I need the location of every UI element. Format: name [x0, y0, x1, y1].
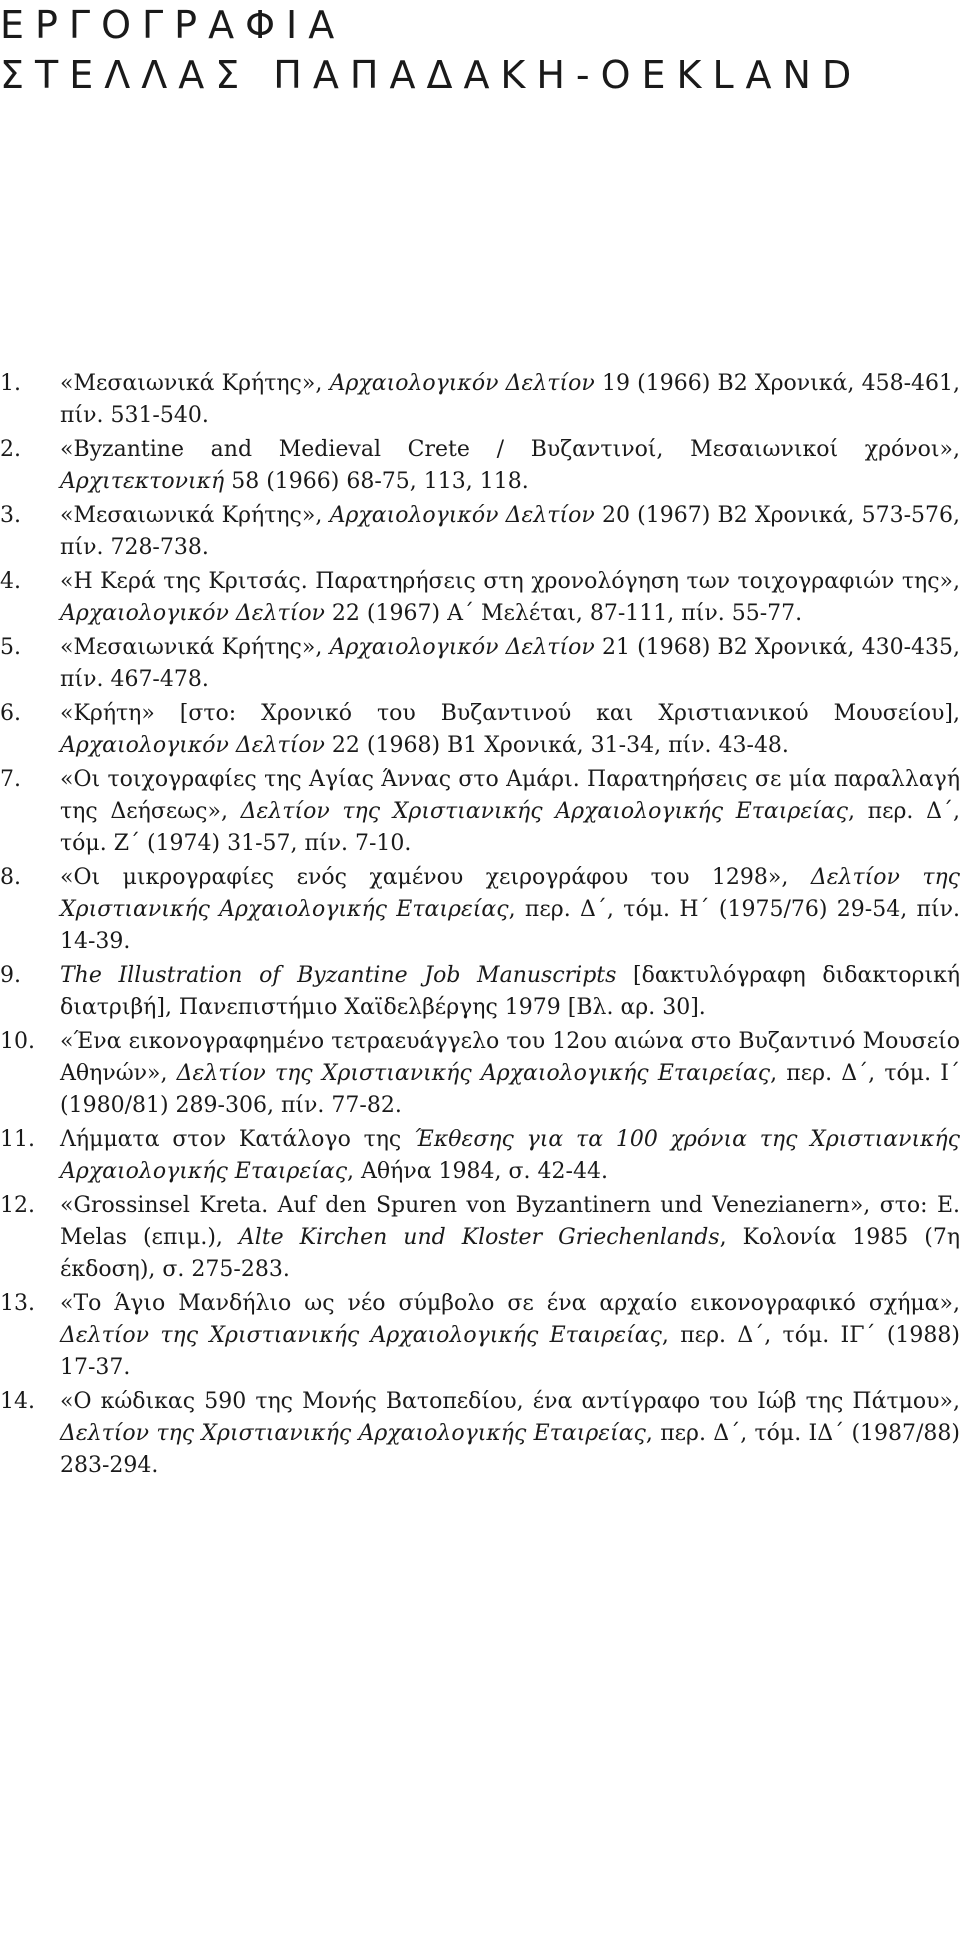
entry-italic-title: Δελτίον της Χριστιανικής Αρχαιολογικής Εταιρείας [60, 1323, 662, 1348]
entry-text-segment: , Αθήνα 1984, σ. 42-44. [347, 1159, 608, 1184]
entry-number: 9. [0, 963, 21, 988]
bibliography-entry [0, 500, 960, 564]
entry-italic-title: Αρχαιολογικόν Δελτίον [329, 371, 595, 396]
entry-text [60, 1029, 960, 1118]
entry-italic-title: The Illustration of Byzantine Job Manuscripts [60, 963, 617, 988]
entry-number: 13. [0, 1291, 35, 1316]
entry-italic-title: Έκθεσης για τα 100 χρόνια της Χριστιανικής Αρχαιολογικής Εταιρείας [60, 1127, 960, 1184]
entry-number: 2. [0, 437, 21, 462]
entry-number: 1. [0, 371, 21, 396]
bibliography-entry [0, 698, 960, 762]
entry-text [60, 503, 960, 560]
bibliography-entry [0, 764, 960, 860]
bibliography-entry [0, 1190, 960, 1286]
entry-italic-title: Δελτίον της Χριστιανικής Αρχαιολογικής Εταιρείας [60, 865, 960, 922]
entry-text-segment: 22 (1967) Α΄ Μελέται, 87-111, πίν. 55-77. [324, 601, 803, 626]
entry-text-segment: [δακτυλόγραφη διδακτορική διατριβή], Πανεπιστήμιο Χαϊδελβέργης 1979 [Βλ. αρ. 30]. [60, 963, 960, 1020]
entry-number: 14. [0, 1389, 35, 1414]
entry-text-segment: 20 (1967) Β2 Χρονικά, 573-576, πίν. 728-738. [60, 503, 960, 560]
entry-number: 10. [0, 1029, 35, 1054]
entry-text-segment: «Ένα εικονογραφημένο τετραευάγγελο του 12ου αιώνα στο Βυζαντινό Μουσείο Αθηνών», [60, 1029, 960, 1086]
entry-text [60, 767, 960, 856]
entry-text-segment: , Κολονία 1985 (7η έκδοση), σ. 275-283. [60, 1225, 960, 1282]
bibliography-entry [0, 434, 960, 498]
bibliography-entry [0, 1386, 960, 1482]
entry-text [60, 1291, 960, 1380]
entry-number: 3. [0, 503, 21, 528]
entry-italic-title: Δελτίον της Χριστιανικής Αρχαιολογικής Εταιρείας [176, 1061, 771, 1086]
entry-italic-title: Αρχαιολογικόν Δελτίον [60, 601, 325, 626]
entry-italic-title: Αρχαιολογικόν Δελτίον [60, 733, 325, 758]
entry-text-segment: «Ο κώδικας 590 της Μονής Βατοπεδίου, ένα αντίγραφο του Ιώβ της Πάτμου», [60, 1389, 960, 1414]
bibliography-entry [0, 1026, 960, 1122]
entry-text [60, 569, 960, 626]
entry-text-segment: 19 (1966) Β2 Χρονικά, 458-461, πίν. 531-540. [60, 371, 960, 428]
entry-italic-title: Δελτίον της Χριστιανικής Αρχαιολογικής Εταιρείας [240, 799, 848, 824]
entry-text-segment: «Μεσαιωνικά Κρήτης», [60, 635, 330, 660]
entry-text [60, 1389, 960, 1478]
bibliography-entry [0, 1288, 960, 1384]
entry-italic-title: Αρχαιολογικόν Δελτίον [329, 635, 595, 660]
entry-text-segment: , περ. Δ΄, τόμ. Ζ΄ (1974) 31-57, πίν. 7-10. [60, 799, 960, 856]
entry-text-segment: «Μεσαιωνικά Κρήτης», [60, 503, 330, 528]
entry-text-segment: , περ. Δ΄, τόμ. ΙΔ΄ (1987/88) 283-294. [60, 1421, 960, 1478]
bibliography-entry [0, 1124, 960, 1188]
entry-number: 7. [0, 767, 21, 792]
entry-number: 4. [0, 569, 21, 594]
entry-text-segment: «Byzantine and Medieval Crete / Βυζαντινοί, Μεσαιωνικοί χρόνοι», [60, 437, 960, 462]
entry-text-segment: 21 (1968) Β2 Χρονικά, 430-435, πίν. 467-478. [60, 635, 960, 692]
entry-text [60, 963, 960, 1020]
entry-text [60, 1193, 960, 1282]
entry-text-segment: 22 (1968) Β1 Χρονικά, 31-34, πίν. 43-48. [324, 733, 789, 758]
entry-italic-title: Alte Kirchen und Kloster Griechenlands [238, 1225, 720, 1250]
entry-number: 5. [0, 635, 21, 660]
entry-text [60, 701, 960, 758]
entry-italic-title: Δελτίον της Χριστιανικής Αρχαιολογικής Εταιρείας [60, 1421, 646, 1446]
entry-text-segment: Λήμματα στον Κατάλογο της [60, 1127, 415, 1152]
entry-text-segment: «Μεσαιωνικά Κρήτης», [60, 371, 330, 396]
entry-number: 12. [0, 1193, 35, 1218]
entry-text-segment: «Οι μικρογραφίες ενός χαμένου χειρογράφου του 1298», [60, 865, 811, 890]
entry-italic-title: Αρχιτεκτονική [60, 469, 225, 494]
entry-text-segment: «Κρήτη» [στο: Χρονικό του Βυζαντινού και Χριστιανικού Μουσείου], [60, 701, 960, 726]
entry-italic-title: Αρχαιολογικόν Δελτίον [329, 503, 595, 528]
bibliography-list [0, 368, 960, 1484]
entry-text [60, 1127, 960, 1184]
entry-text [60, 437, 960, 494]
entry-text-segment: «Το Άγιο Μανδήλιο ως νέο σύμβολο σε ένα αρχαίο εικονογραφικό σχήμα», [60, 1291, 960, 1316]
entry-number: 8. [0, 865, 21, 890]
entry-text-segment: , περ. Δ΄, τόμ. ΙΓ΄ (1988) 17-37. [60, 1323, 960, 1380]
entry-text-segment: 58 (1966) 68-75, 113, 118. [224, 469, 529, 494]
entry-text [60, 635, 960, 692]
bibliography-entry [0, 632, 960, 696]
entry-text-segment: , περ. Δ΄, τόμ. Ι΄ (1980/81) 289-306, πίν. 77-82. [60, 1061, 960, 1118]
entry-text-segment: «Grossinsel Kreta. Auf den Spuren von Byzantinern und Venezianern», στο: E. Melas (επιμ.), [60, 1193, 960, 1250]
entry-number: 11. [0, 1127, 35, 1152]
entry-text-segment: , περ. Δ΄, τόμ. Η΄ (1975/76) 29-54, πίν. 14-39. [60, 897, 960, 954]
bibliography-entry [0, 368, 960, 432]
entry-text [60, 371, 960, 428]
entry-text-segment: «Οι τοιχογραφίες της Αγίας Άννας στο Αμάρι. Παρατηρήσεις σε μία παραλλαγή της Δεήσεως», [60, 767, 960, 824]
bibliography-entry [0, 960, 960, 1024]
bibliography-entry [0, 566, 960, 630]
page-subtitle: ΣΤΕΛΛΑΣ ΠΑΠΑΔΑΚΗ-OEKLAND [0, 53, 863, 97]
entry-number: 6. [0, 701, 21, 726]
entry-text [60, 865, 960, 954]
bibliography-entry [0, 862, 960, 958]
page-title: ΕΡΓΟΓΡΑΦΙΑ [0, 3, 346, 47]
entry-text-segment: «Η Κερά της Κριτσάς. Παρατηρήσεις στη χρονολόγηση των τοιχογραφιών της», [60, 569, 960, 594]
